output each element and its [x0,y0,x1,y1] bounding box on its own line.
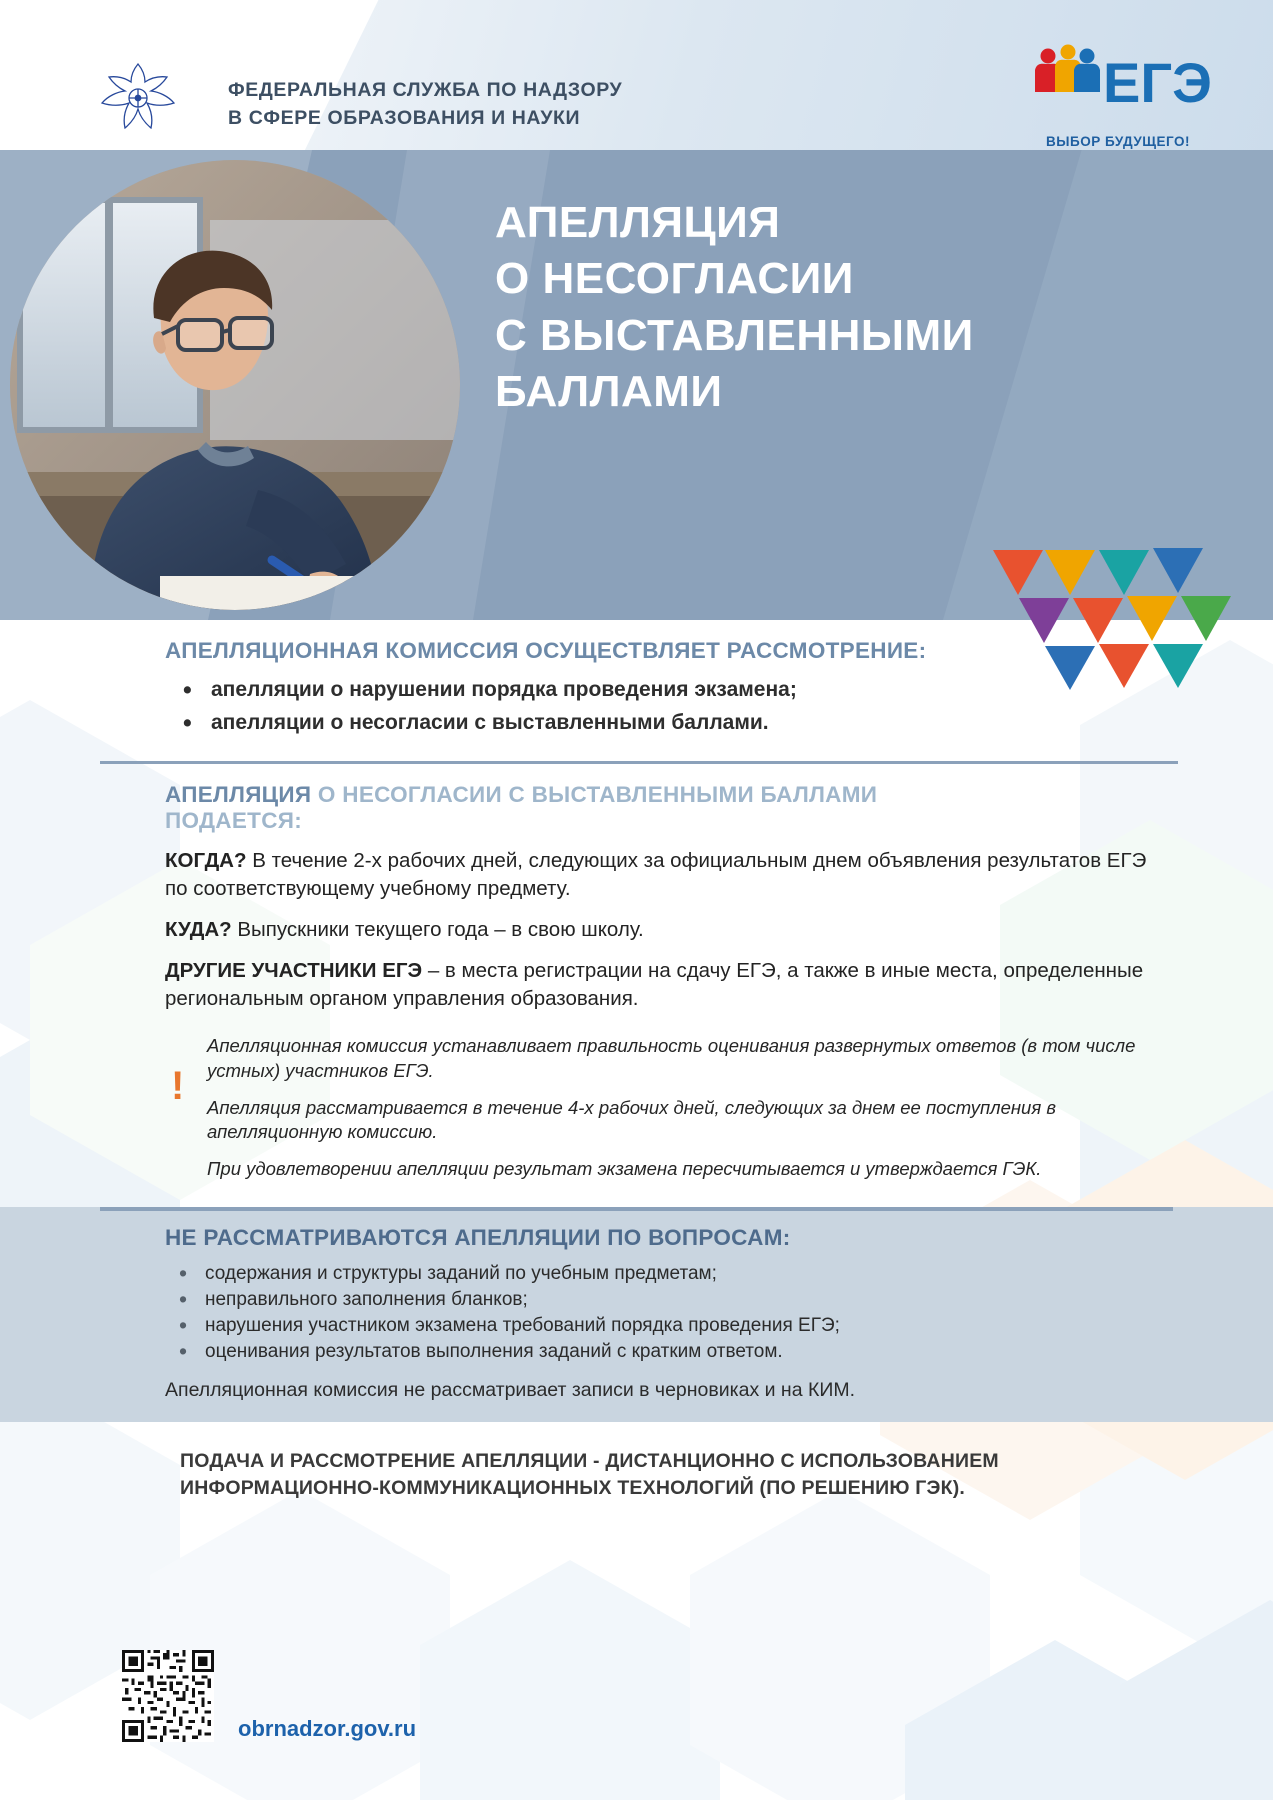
list-item: • апелляции о нарушении порядка проведения экзамена; [165,678,1173,702]
filing-where [165,916,1173,944]
section-not-considered-note: Апелляционная комиссия не рассматривает записи в черновиках и на КИМ. [165,1379,855,1402]
website-link[interactable]: obrnadzor.gov.ru [238,1716,417,1741]
section-commission [0,620,1273,735]
attention-block [165,1034,1173,1181]
list-item: • содержания и структуры заданий по учебным предметам; [165,1263,1173,1285]
filing-when [165,847,1173,903]
list-item: • неправильного заполнения бланков; [165,1289,1173,1311]
attention-note: Апелляция рассматривается в течение 4-х рабочих дней, следующих за днем ее поступления в апелляционную комиссию. [207,1096,1057,1143]
poster-title-line2: О НЕСОГЛАСИИ [495,254,854,304]
attention-note: Апелляционная комиссия устанавливает правильность оценивания развернутых ответов (в том числе устных) участников ЕГЭ. [207,1035,1136,1081]
section-commission-title: АПЕЛЛЯЦИОННАЯ КОМИССИЯ ОСУЩЕСТВЛЯЕТ РАССМОТРЕНИЕ: [165,638,927,663]
ege-logo [1021,40,1211,140]
list-item: • нарушения участником экзамена требований порядка проведения ЕГЭ; [165,1315,1173,1337]
footer-note-line1: ПОДАЧА И РАССМОТРЕНИЕ АПЕЛЛЯЦИИ - ДИСТАНЦИОННО С ИСПОЛЬЗОВАНИЕМ [180,1450,999,1473]
list-item: • оценивания результатов выполнения заданий с кратким ответом. [165,1341,1173,1363]
agency-name [228,76,622,133]
filing-others-label: ДРУГИЕ УЧАСТНИКИ ЕГЭ [165,958,423,982]
section-filing-title [165,782,1173,834]
filing-when-label: КОГДА? [165,849,247,872]
poster-title-line1: АПЕЛЛЯЦИЯ [495,198,781,247]
svg-text:ЕГЭ: ЕГЭ [1103,51,1211,114]
poster-title-line4: БАЛЛАМИ [495,366,723,416]
qr-code [122,1650,214,1742]
filing-when-text: В течение 2-х рабочих дней, следующих за официальным днем объявления результатов ЕГЭ по соответствующему учебному предмету. [165,849,1147,900]
agency-name-line2: В СФЕРЕ ОБРАЗОВАНИЯ И НАУКИ [228,107,581,130]
section-filing [0,764,1273,1181]
section-not-considered [0,1207,1273,1422]
filing-others-text: – в места регистрации на сдачу ЕГЭ, а также в иные места, определенные региональным органом управления образования. [165,958,1144,1010]
section-not-considered-title: НЕ РАССМАТРИВАЮТСЯ АПЕЛЛЯЦИИ ПО ВОПРОСАМ: [165,1225,791,1251]
section-commission-list [165,678,1173,735]
student-photo [10,160,460,610]
section-filing-title-second: ПОДАЕТСЯ: [165,808,303,833]
section-filing-title-light: О НЕСОГЛАСИИ С ВЫСТАВЛЕННЫМИ БАЛЛАМИ [317,782,878,807]
section-filing-title-strong: АПЕЛЛЯЦИЯ [165,782,312,807]
poster-content [0,620,1273,1501]
poster-title [495,195,1155,420]
filing-others [165,957,1173,1013]
agency-name-line1: ФЕДЕРАЛЬНАЯ СЛУЖБА ПО НАДЗОРУ [228,79,623,101]
attention-note: При удовлетворении апелляции результат экзамена пересчитывается и утверждается ГЭК. [207,1157,1042,1179]
filing-where-label: КУДА? [165,917,232,941]
list-item: • апелляции о несогласии с выставленными баллами. [165,711,1173,735]
poster-title-line3: С ВЫСТАВЛЕННЫМИ [495,310,974,360]
footer-note [180,1448,1173,1501]
ege-slogan: ВЫБОР БУДУЩЕГО! [1046,134,1190,149]
filing-where-text: Выпускники текущего года – в свою школу. [237,917,644,941]
footer-note-line2: ИНФОРМАЦИОННО-КОММУНИКАЦИОННЫХ ТЕХНОЛОГИЙ (ПО РЕШЕНИЮ ГЭК). [180,1476,966,1499]
exclamation-icon: ! [171,1064,185,1109]
rosobrnadzor-emblem-icon [95,58,181,138]
section-not-considered-list [165,1263,1173,1363]
